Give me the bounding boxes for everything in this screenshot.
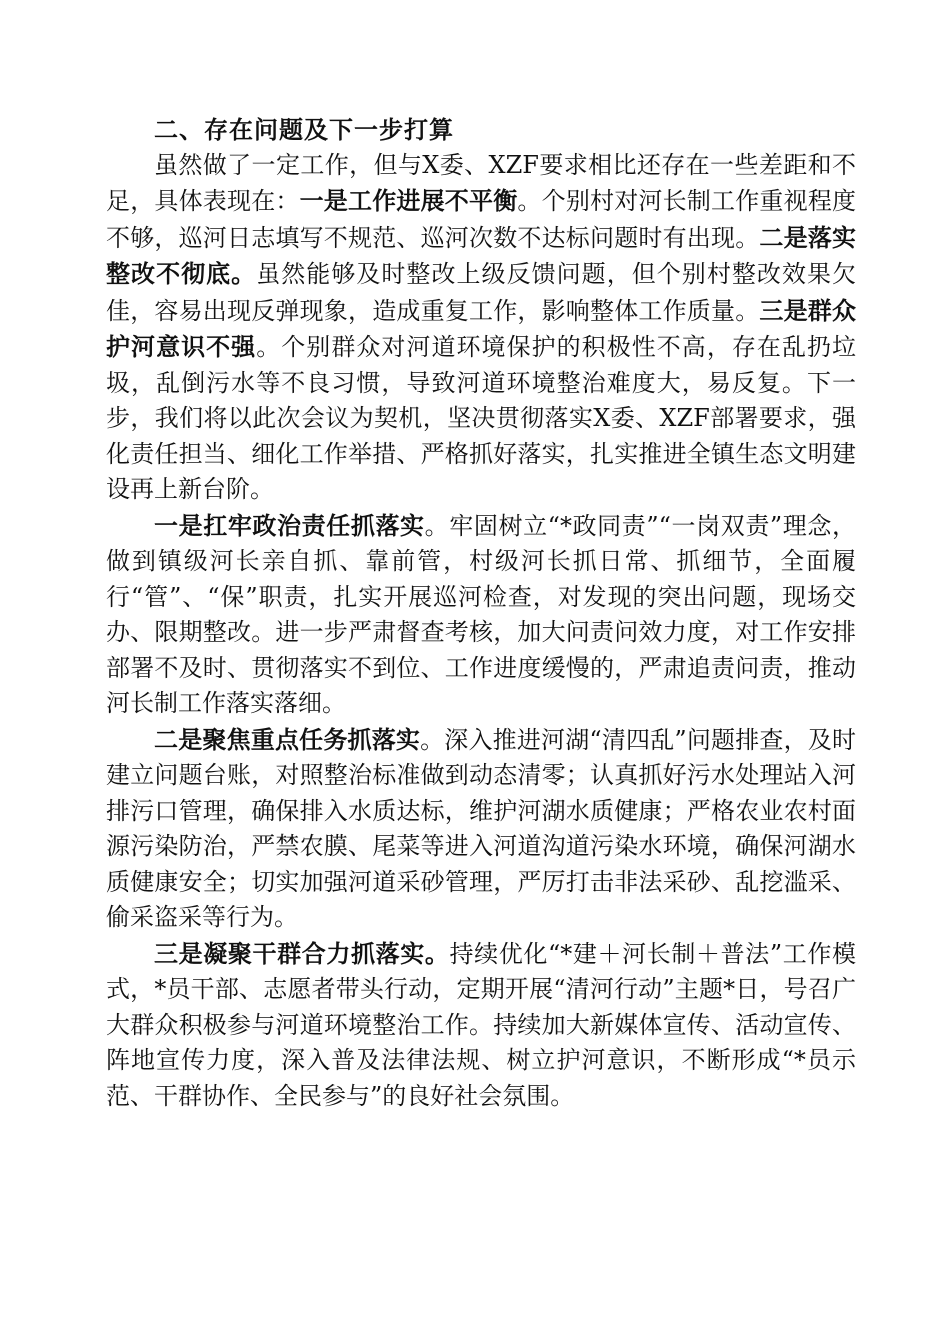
paragraph-measure-1	[106, 508, 856, 722]
document-page	[106, 112, 856, 1114]
section-heading: 二、存在问题及下一步打算	[154, 115, 454, 144]
paragraph-measure-3	[106, 936, 856, 1115]
paragraph-text: 虽然做了一定工作，但与X委、XZF要求相比还存在一些差距和不足，具体表现在：	[106, 150, 856, 215]
bold-point-3: 三是群众护河意识不强	[106, 295, 857, 361]
measure-1-text: 。牢固树立“*政同责”“一岗双责”理念，做到镇级河长亲自抓、靠前管，村级河长抓日常、抓细节，全面履行“管”、“保”职责，扎实开展巡河检查，对发现的突出问题，现场交办、限期整改。进一步严肃督查考核，加大问责问效力度，对工作安排部署不及时、贯彻落实不到位、工作进度缓慢的，严肃追责问责，推动河长制工作落实落细。	[106, 511, 857, 717]
measure-1-title: 一是扛牢政治责任抓落实	[154, 510, 425, 540]
measure-3-title: 三是凝聚干群合力抓落实。	[154, 938, 450, 968]
measure-3-text: 持续优化“*建＋河长制＋普法”工作模式，*员干部、志愿者带头行动，定期开展“清河行动”主题*日，号召广大群众积极参与河道环境整治工作。持续加大新媒体宣传、活动宣传、阵地宣传力度，深入普及法律法规、树立护河意识，不断形成“*员示范、干群协作、全民参与”的良好社会氛围。	[106, 939, 856, 1110]
paragraph-text: 。个别群众对河道环境保护的积极性不高，存在乱扔垃圾，乱倒污水等不良习惯，导致河道环境整治难度大，易反复。下一步，我们将以此次会议为契机，坚决贯彻落实X委、XZF部署要求，强化责任担当、细化工作举措、严格抓好落实，扎实推进全镇生态文明建设再上新台阶。	[106, 333, 857, 503]
paragraph-text: 。个别村对河长制工作重视程度不够，巡河日志填写不规范、巡河次数不达标问题时有出现。	[106, 187, 857, 252]
paragraph-measure-2	[106, 722, 856, 936]
paragraph-problems	[106, 148, 856, 508]
measure-2-title: 二是聚焦重点任务抓落实	[154, 724, 421, 754]
measure-2-text: 。深入推进河湖“清四乱”问题排查，及时建立问题台账，对照整治标准做到动态清零；认真抓好污水处理站入河排污口管理，确保排入水质达标，维护河湖水质健康；严格农业农村面源污染防治，严禁农膜、尾菜等进入河道沟道污染水环境，确保河湖水质健康安全；切实加强河道采砂管理，严厉打击非法采砂、乱挖滥采、偷采盗采等行为。	[106, 725, 857, 931]
paragraph-text: 虽然能够及时整改上级反馈问题，但个别村整改效果欠佳，容易出现反弹现象，造成重复工作，影响整体工作质量。	[106, 260, 857, 325]
bold-point-1: 一是工作进展不平衡	[299, 186, 518, 215]
bold-point-2: 二是落实整改不彻底。	[106, 222, 857, 288]
